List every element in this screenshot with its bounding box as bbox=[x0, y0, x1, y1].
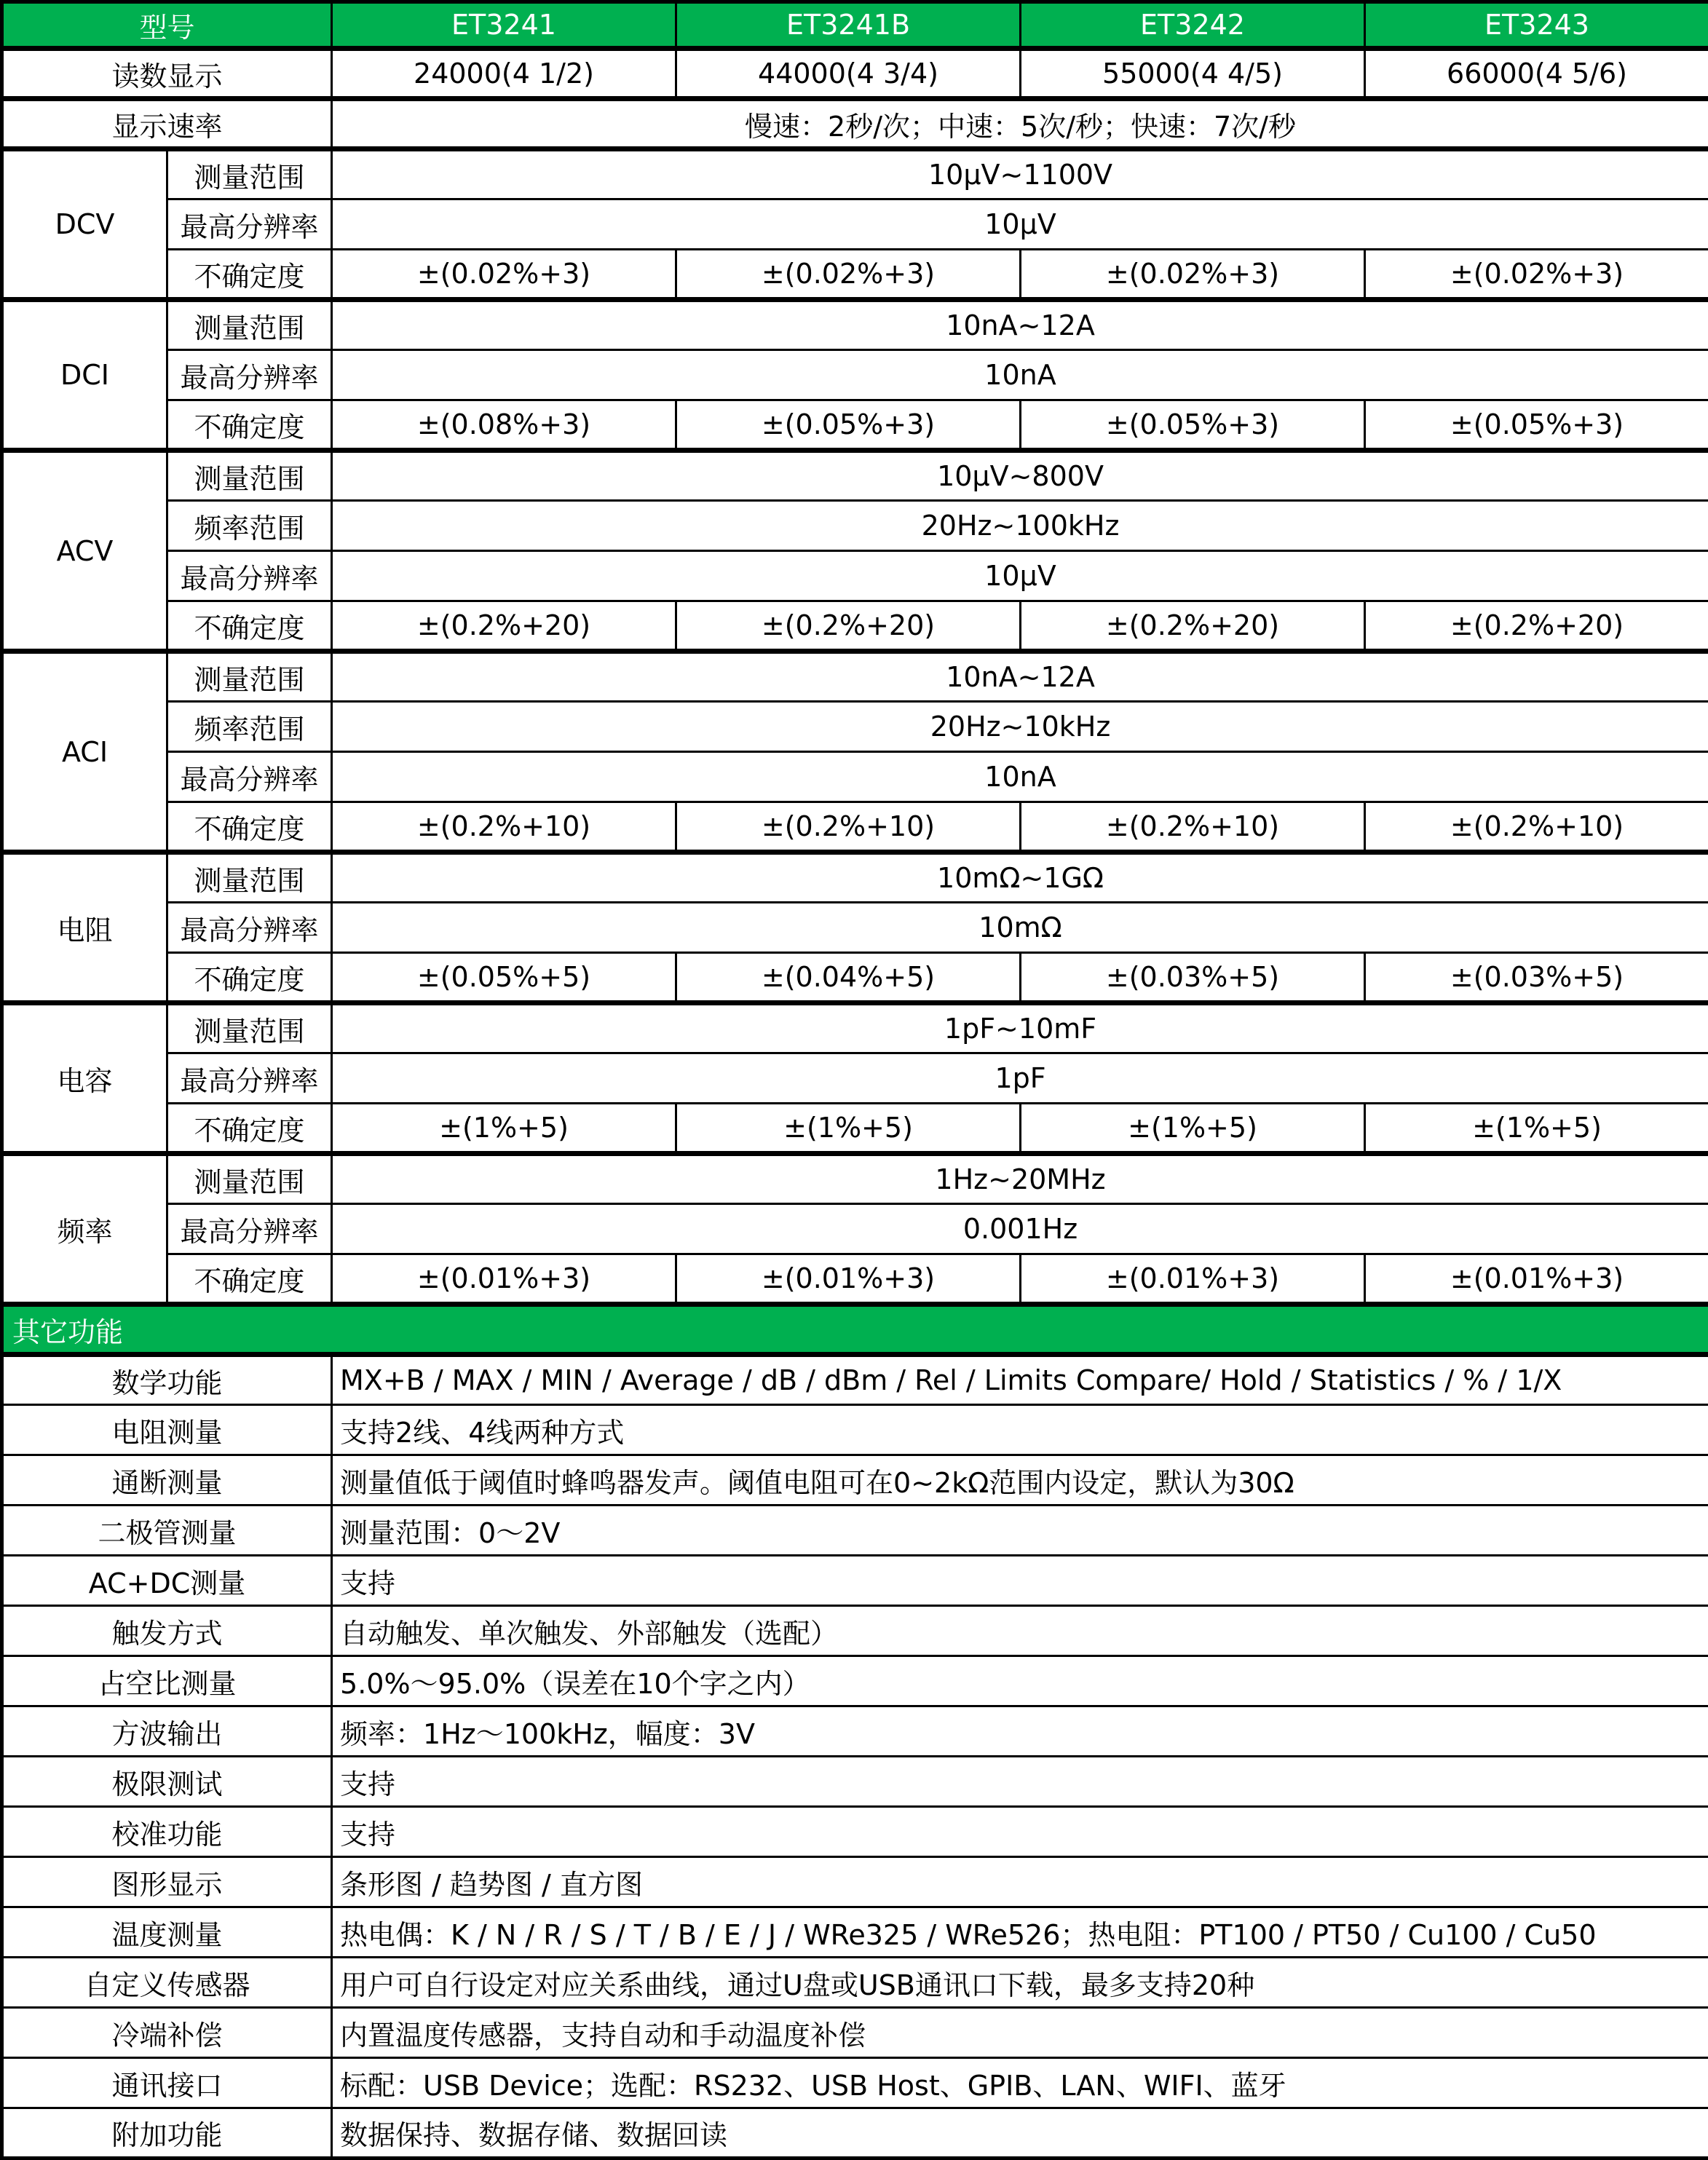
spec-row-label: 最高分辨率 bbox=[167, 1053, 332, 1104]
spec-value: 10mΩ~1GΩ bbox=[332, 852, 1708, 903]
feature-row bbox=[2, 1757, 1708, 1807]
spec-row bbox=[2, 199, 1708, 250]
feature-value: MX+B / MAX / MIN / Average / dB / dBm / Rel / Limits Compare/ Hold / Statistics / % / 1/X bbox=[332, 1355, 1708, 1405]
feature-label: 占空比测量 bbox=[2, 1656, 332, 1706]
spec-row bbox=[2, 1254, 1708, 1305]
spec-row-label: 测量范围 bbox=[167, 852, 332, 903]
model-header-et3243: ET3243 bbox=[1365, 2, 1708, 49]
feature-label: 触发方式 bbox=[2, 1606, 332, 1656]
spec-row-label: 最高分辨率 bbox=[167, 752, 332, 802]
spec-value: ±(0.02%+3) bbox=[1365, 250, 1708, 300]
spec-group-label-acv: ACV bbox=[2, 451, 167, 652]
feature-label: 附加功能 bbox=[2, 2108, 332, 2159]
feature-row bbox=[2, 1857, 1708, 1907]
spec-value: ±(0.2%+20) bbox=[676, 601, 1021, 652]
spec-value: 10nA~12A bbox=[332, 300, 1708, 350]
spec-value: ±(0.02%+3) bbox=[676, 250, 1021, 300]
spec-value: ±(0.08%+3) bbox=[332, 400, 676, 451]
feature-value: 数据保持、数据存储、数据回读 bbox=[332, 2108, 1708, 2159]
model-header-label: 型号 bbox=[2, 2, 332, 49]
reading-value: 55000(4 4/5) bbox=[1021, 49, 1365, 99]
feature-value: 支持 bbox=[332, 1807, 1708, 1857]
feature-label: 电阻测量 bbox=[2, 1405, 332, 1455]
spec-row bbox=[2, 953, 1708, 1003]
other-functions-banner: 其它功能 bbox=[2, 1305, 1708, 1355]
spec-row-label: 不确定度 bbox=[167, 1254, 332, 1305]
feature-label: 方波输出 bbox=[2, 1706, 332, 1757]
header-row bbox=[2, 2, 1708, 49]
spec-value: ±(0.05%+3) bbox=[1021, 400, 1365, 451]
feature-row bbox=[2, 1656, 1708, 1706]
spec-row bbox=[2, 1104, 1708, 1154]
spec-value: 20Hz~100kHz bbox=[332, 501, 1708, 551]
spec-row bbox=[2, 852, 1708, 903]
spec-row bbox=[2, 903, 1708, 953]
spec-value: ±(0.2%+20) bbox=[1021, 601, 1365, 652]
feature-label: 二极管测量 bbox=[2, 1506, 332, 1556]
spec-row-label: 最高分辨率 bbox=[167, 350, 332, 400]
feature-row bbox=[2, 1556, 1708, 1606]
feature-label: 自定义传感器 bbox=[2, 1958, 332, 2008]
spec-row-label: 不确定度 bbox=[167, 953, 332, 1003]
spec-row-label: 不确定度 bbox=[167, 250, 332, 300]
feature-row bbox=[2, 1807, 1708, 1857]
spec-row bbox=[2, 601, 1708, 652]
spec-row-label: 最高分辨率 bbox=[167, 199, 332, 250]
spec-row bbox=[2, 802, 1708, 852]
spec-value: 1Hz~20MHz bbox=[332, 1154, 1708, 1204]
spec-row-label: 不确定度 bbox=[167, 601, 332, 652]
feature-row bbox=[2, 1907, 1708, 1958]
spec-value: 10mΩ bbox=[332, 903, 1708, 953]
reading-display-row bbox=[2, 49, 1708, 99]
spec-row-label: 不确定度 bbox=[167, 1104, 332, 1154]
feature-value: 支持2线、4线两种方式 bbox=[332, 1405, 1708, 1455]
spec-value: 0.001Hz bbox=[332, 1204, 1708, 1254]
spec-row-label: 测量范围 bbox=[167, 1003, 332, 1053]
spec-value: ±(0.04%+5) bbox=[676, 953, 1021, 1003]
spec-row-label: 测量范围 bbox=[167, 652, 332, 702]
spec-value: ±(1%+5) bbox=[676, 1104, 1021, 1154]
feature-value: 自动触发、单次触发、外部触发（选配） bbox=[332, 1606, 1708, 1656]
feature-value: 标配：USB Device；选配：RS232、USB Host、GPIB、LAN、WIFI、蓝牙 bbox=[332, 2058, 1708, 2108]
feature-row bbox=[2, 1405, 1708, 1455]
spec-value: ±(0.01%+3) bbox=[1021, 1254, 1365, 1305]
feature-row bbox=[2, 1506, 1708, 1556]
rate-value: 慢速：2秒/次；中速：5次/秒；快速：7次/秒 bbox=[332, 99, 1708, 149]
reading-value: 44000(4 3/4) bbox=[676, 49, 1021, 99]
spec-row bbox=[2, 1003, 1708, 1053]
spec-row-label: 频率范围 bbox=[167, 501, 332, 551]
spec-row bbox=[2, 1204, 1708, 1254]
feature-label: 冷端补偿 bbox=[2, 2008, 332, 2058]
spec-value: ±(0.2%+10) bbox=[332, 802, 676, 852]
model-header-et3242: ET3242 bbox=[1021, 2, 1365, 49]
spec-value: 10μV~1100V bbox=[332, 149, 1708, 199]
spec-value: ±(0.03%+5) bbox=[1021, 953, 1365, 1003]
spec-group-label-dci: DCI bbox=[2, 300, 167, 451]
feature-row bbox=[2, 2008, 1708, 2058]
spec-row-label: 不确定度 bbox=[167, 802, 332, 852]
feature-label: 极限测试 bbox=[2, 1757, 332, 1807]
feature-label: 图形显示 bbox=[2, 1857, 332, 1907]
spec-value: ±(0.2%+20) bbox=[332, 601, 676, 652]
spec-value: ±(0.02%+3) bbox=[1021, 250, 1365, 300]
feature-row bbox=[2, 1606, 1708, 1656]
spec-value: ±(0.05%+5) bbox=[332, 953, 676, 1003]
feature-value: 热电偶：K / N / R / S / T / B / E / J / WRe325 / WRe526；热电阻：PT100 / PT50 / Cu100 / Cu50 bbox=[332, 1907, 1708, 1958]
feature-row bbox=[2, 2058, 1708, 2108]
feature-label: AC+DC测量 bbox=[2, 1556, 332, 1606]
spec-value: 10nA bbox=[332, 752, 1708, 802]
spec-row-label: 测量范围 bbox=[167, 1154, 332, 1204]
spec-value: ±(0.2%+20) bbox=[1365, 601, 1708, 652]
display-rate-row bbox=[2, 99, 1708, 149]
reading-value: 24000(4 1/2) bbox=[332, 49, 676, 99]
model-header-et3241b: ET3241B bbox=[676, 2, 1021, 49]
spec-row-label: 最高分辨率 bbox=[167, 1204, 332, 1254]
spec-row bbox=[2, 149, 1708, 199]
spec-value: ±(0.01%+3) bbox=[1365, 1254, 1708, 1305]
feature-value: 频率：1Hz～100kHz，幅度：3V bbox=[332, 1706, 1708, 1757]
spec-row bbox=[2, 752, 1708, 802]
spec-value: 10μV~800V bbox=[332, 451, 1708, 501]
spec-value: ±(0.05%+3) bbox=[1365, 400, 1708, 451]
reading-value: 66000(4 5/6) bbox=[1365, 49, 1708, 99]
feature-value: 支持 bbox=[332, 1556, 1708, 1606]
feature-value: 5.0%～95.0%（误差在10个字之内） bbox=[332, 1656, 1708, 1706]
spec-value: 1pF~10mF bbox=[332, 1003, 1708, 1053]
feature-label: 通断测量 bbox=[2, 1455, 332, 1506]
spec-value: 1pF bbox=[332, 1053, 1708, 1104]
spec-row-label: 测量范围 bbox=[167, 451, 332, 501]
spec-value: 10μV bbox=[332, 551, 1708, 601]
spec-group-label-aci: ACI bbox=[2, 652, 167, 852]
spec-value: ±(1%+5) bbox=[1021, 1104, 1365, 1154]
feature-label: 校准功能 bbox=[2, 1807, 332, 1857]
feature-value: 条形图 / 趋势图 / 直方图 bbox=[332, 1857, 1708, 1907]
spec-value: ±(0.01%+3) bbox=[676, 1254, 1021, 1305]
model-header-et3241: ET3241 bbox=[332, 2, 676, 49]
spec-row bbox=[2, 702, 1708, 752]
spec-row bbox=[2, 300, 1708, 350]
spec-row bbox=[2, 250, 1708, 300]
spec-value: 20Hz~10kHz bbox=[332, 702, 1708, 752]
spec-row-label: 测量范围 bbox=[167, 300, 332, 350]
feature-label: 温度测量 bbox=[2, 1907, 332, 1958]
spec-group-label-dcv: DCV bbox=[2, 149, 167, 300]
feature-row bbox=[2, 2108, 1708, 2159]
spec-row-label: 测量范围 bbox=[167, 149, 332, 199]
spec-row bbox=[2, 652, 1708, 702]
feature-row bbox=[2, 1958, 1708, 2008]
spec-row bbox=[2, 400, 1708, 451]
feature-value: 内置温度传感器，支持自动和手动温度补偿 bbox=[332, 2008, 1708, 2058]
spec-row bbox=[2, 1053, 1708, 1104]
feature-label: 通讯接口 bbox=[2, 2058, 332, 2108]
spec-value: ±(0.03%+5) bbox=[1365, 953, 1708, 1003]
spec-value: 10μV bbox=[332, 199, 1708, 250]
spec-value: ±(1%+5) bbox=[1365, 1104, 1708, 1154]
spec-value: ±(0.2%+10) bbox=[1365, 802, 1708, 852]
spec-row-label: 最高分辨率 bbox=[167, 551, 332, 601]
feature-value: 测量范围：0～2V bbox=[332, 1506, 1708, 1556]
feature-row bbox=[2, 1355, 1708, 1405]
spec-group-label-frequency: 频率 bbox=[2, 1154, 167, 1305]
spec-value: ±(0.05%+3) bbox=[676, 400, 1021, 451]
feature-value: 支持 bbox=[332, 1757, 1708, 1807]
spec-row-label: 不确定度 bbox=[167, 400, 332, 451]
spec-row bbox=[2, 451, 1708, 501]
feature-label: 数学功能 bbox=[2, 1355, 332, 1405]
feature-row bbox=[2, 1455, 1708, 1506]
spec-row bbox=[2, 1154, 1708, 1204]
other-functions-banner-row bbox=[2, 1305, 1708, 1355]
spec-value: ±(0.02%+3) bbox=[332, 250, 676, 300]
spec-row bbox=[2, 501, 1708, 551]
spec-group-label-capacitance: 电容 bbox=[2, 1003, 167, 1154]
spec-value: 10nA~12A bbox=[332, 652, 1708, 702]
spec-value: ±(1%+5) bbox=[332, 1104, 676, 1154]
spec-group-label-resistance: 电阻 bbox=[2, 852, 167, 1003]
spec-value: 10nA bbox=[332, 350, 1708, 400]
feature-value: 测量值低于阈值时蜂鸣器发声。阈值电阻可在0~2kΩ范围内设定，默认为30Ω bbox=[332, 1455, 1708, 1506]
spec-value: ±(0.2%+10) bbox=[1021, 802, 1365, 852]
row-label: 读数显示 bbox=[2, 49, 332, 99]
spec-row-label: 最高分辨率 bbox=[167, 903, 332, 953]
spec-row bbox=[2, 551, 1708, 601]
spec-value: ±(0.2%+10) bbox=[676, 802, 1021, 852]
row-label: 显示速率 bbox=[2, 99, 332, 149]
spec-row bbox=[2, 350, 1708, 400]
spec-row-label: 频率范围 bbox=[167, 702, 332, 752]
feature-value: 用户可自行设定对应关系曲线，通过U盘或USB通讯口下载，最多支持20种 bbox=[332, 1958, 1708, 2008]
spec-value: ±(0.01%+3) bbox=[332, 1254, 676, 1305]
feature-row bbox=[2, 1706, 1708, 1757]
